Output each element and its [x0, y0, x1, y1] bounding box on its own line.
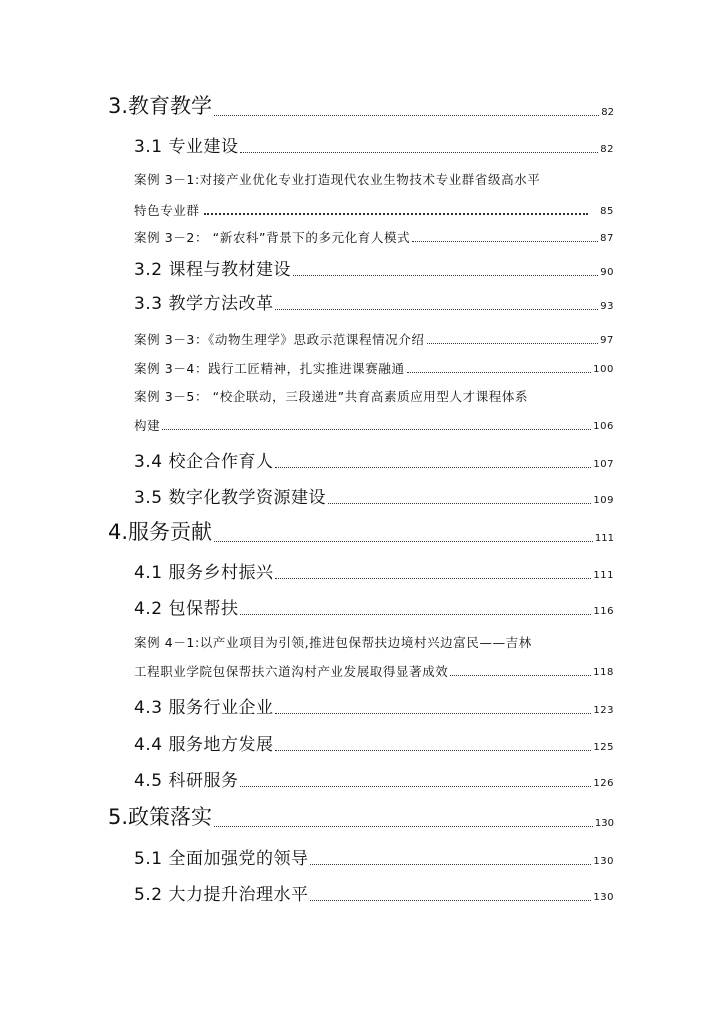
toc-page-number: 97: [600, 335, 614, 346]
dot-leader: [275, 713, 591, 714]
toc-entry-title: 3.4 校企合作育人: [134, 452, 274, 472]
dot-leader: [412, 241, 598, 242]
toc-entry-case-4-1-line1[interactable]: [134, 631, 614, 651]
dot-leader: [240, 152, 598, 153]
toc-entry-case-3-5-line1[interactable]: [134, 385, 614, 405]
toc-entry-title: 3.3 教学方法改革: [134, 294, 274, 314]
toc-entry-case-3-4[interactable]: [134, 357, 614, 377]
toc-page-number: 100: [593, 364, 614, 375]
toc-entry-title: 4.服务贡献: [108, 520, 213, 544]
toc-entry-title: 5.2 大力提升治理水平: [134, 885, 309, 905]
dot-leader: [293, 275, 598, 276]
toc-page-number: 111: [593, 570, 614, 581]
toc-entry-title: 3.2 课程与教材建设: [134, 260, 291, 280]
toc-entry-case-3-1-line1[interactable]: [134, 168, 614, 188]
toc-entry-5-1[interactable]: [134, 845, 614, 869]
toc-entry-title: 案例 4－1:以产业项目为引领,推进包保帮扶边境村兴边富民——吉林: [134, 635, 532, 650]
toc-entry-3-3[interactable]: [134, 290, 614, 314]
toc-page-number: 87: [600, 233, 614, 244]
toc-page-number: 116: [593, 606, 614, 617]
toc-page-number: 111: [594, 533, 614, 544]
toc-page-number: 90: [600, 267, 614, 278]
dot-leader: [407, 372, 592, 373]
toc-entry-title: 4.2 包保帮扶: [134, 599, 239, 619]
toc-entry-4-5[interactable]: [134, 767, 614, 791]
dot-leader: [310, 864, 591, 865]
toc-page-number: 123: [593, 705, 614, 716]
dot-leader: [240, 786, 591, 787]
toc-entry-title: 特色专业群: [134, 203, 200, 218]
dot-leader: [450, 675, 591, 676]
toc-entry-title: 案例 3－5： “校企联动，三段递进”共育高素质应用型人才课程体系: [134, 389, 529, 404]
dot-leader: [214, 115, 599, 116]
toc-entry-3-4[interactable]: [134, 448, 614, 472]
toc-page-number: 130: [593, 892, 614, 903]
toc-entry-title: 案例 3－4：践行工匠精神，扎实推进课赛融通: [134, 361, 405, 376]
toc-entry-4-4[interactable]: [134, 731, 614, 755]
toc-page-number: 109: [593, 495, 614, 506]
dot-leader: [275, 750, 591, 751]
dot-leader: [310, 900, 591, 901]
toc-entry-title: 4.4 服务地方发展: [134, 735, 274, 755]
toc-entry-section-3[interactable]: [108, 92, 614, 120]
toc-page-number: 130: [594, 818, 614, 829]
toc-entry-title: 工程职业学院包保帮扶六道沟村产业发展取得显著成效: [134, 664, 449, 679]
toc-page-number: 85: [600, 206, 614, 217]
toc-entry-case-4-1-line2[interactable]: [134, 660, 614, 680]
toc-entry-case-3-3[interactable]: [134, 328, 614, 348]
toc-entry-section-4[interactable]: [108, 518, 614, 546]
toc-page-number: 118: [593, 667, 614, 678]
toc-page-number: 82: [600, 144, 614, 155]
toc-entry-title: 4.3 服务行业企业: [134, 698, 274, 718]
toc-entry-title: 案例 3－3：《动物生理学》思政示范课程情况介绍: [134, 332, 425, 347]
toc-entry-title: 5.1 全面加强党的领导: [134, 849, 309, 869]
dot-leader: [214, 541, 593, 542]
dot-leader: [275, 467, 591, 468]
toc-entry-4-1[interactable]: [134, 559, 614, 583]
dot-leader: [275, 578, 591, 579]
toc-page-number: 106: [593, 421, 614, 432]
toc-entry-title: 3.1 专业建设: [134, 137, 239, 157]
dot-leader: [204, 213, 589, 215]
toc-entry-4-2[interactable]: [134, 595, 614, 619]
toc-entry-title: 构建: [134, 418, 161, 433]
toc-page-number: 107: [593, 459, 614, 470]
toc-entry-case-3-1-line2[interactable]: [134, 199, 614, 219]
toc-entry-title: 5.政策落实: [108, 805, 213, 829]
toc-entry-title: 4.5 科研服务: [134, 771, 239, 791]
dot-leader: [328, 503, 591, 504]
dot-leader: [214, 826, 593, 827]
toc-entry-3-2[interactable]: [134, 256, 614, 280]
toc-entry-title: 案例 3－2： “新农科”背景下的多元化育人模式: [134, 230, 411, 245]
toc-entry-section-5[interactable]: [108, 803, 614, 831]
dot-leader: [162, 429, 591, 430]
toc-entry-4-3[interactable]: [134, 694, 614, 718]
dot-leader: [275, 309, 598, 310]
toc-entry-title: 4.1 服务乡村振兴: [134, 563, 274, 583]
toc-entry-3-5[interactable]: [134, 484, 614, 508]
toc-entry-title: 3.5 数字化教学资源建设: [134, 488, 326, 508]
toc-page-number: 93: [600, 301, 614, 312]
toc-page-number: 126: [593, 778, 614, 789]
toc-page-number: 125: [593, 742, 614, 753]
toc-entry-3-1[interactable]: [134, 133, 614, 157]
toc-page-number: 82: [601, 107, 614, 118]
toc-entry-case-3-5-line2[interactable]: [134, 414, 614, 434]
toc-entry-case-3-2[interactable]: [134, 226, 614, 246]
dot-leader: [240, 614, 591, 615]
toc-entry-title: 3.教育教学: [108, 94, 213, 118]
toc-page-number: 130: [593, 856, 614, 867]
toc-entry-title: 案例 3－1:对接产业优化专业打造现代农业生物技术专业群省级高水平: [134, 172, 541, 187]
toc-entry-5-2[interactable]: [134, 881, 614, 905]
dot-leader: [427, 343, 599, 344]
